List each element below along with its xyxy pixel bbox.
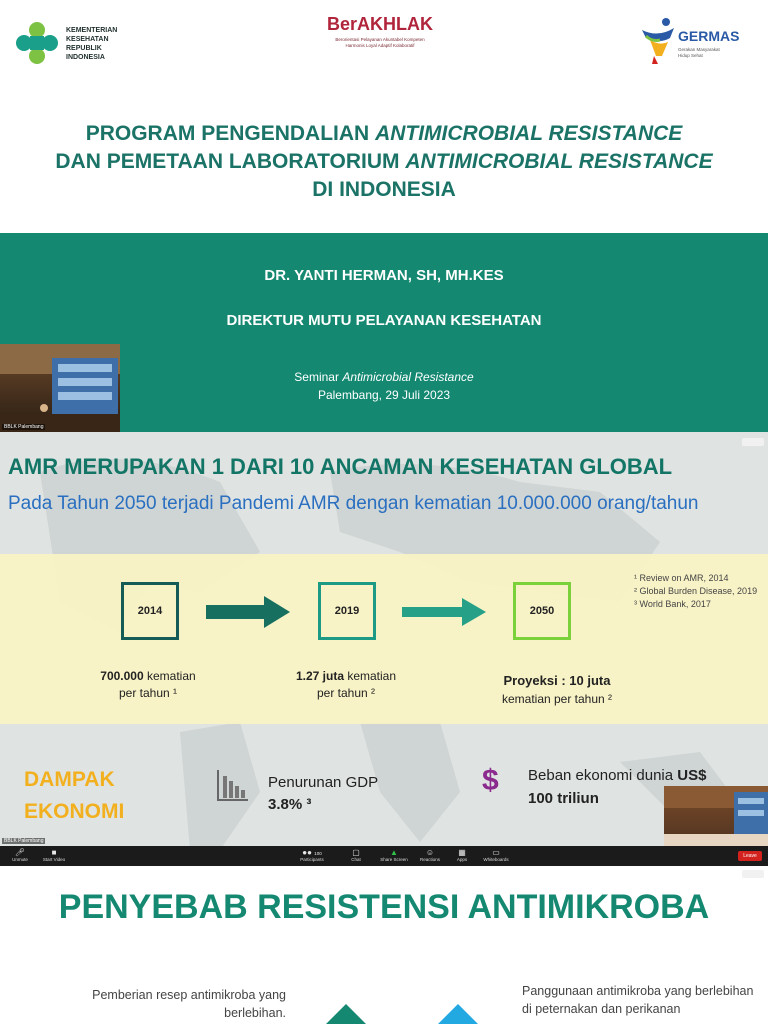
deaths-period: per tahun ² — [316, 686, 376, 700]
slide-amr-threat — [0, 432, 768, 850]
participants-icon: ●● 100 — [302, 848, 322, 857]
participant-video-thumbnail[interactable] — [0, 344, 120, 432]
start-video-label: Start Video — [42, 857, 66, 862]
unmute-label: Unmute — [12, 857, 28, 862]
deaths-2050 — [482, 672, 632, 708]
slide-heading: AMR MERUPAKAN 1 DARI 10 ANCAMAN KESEHATAN GLOBAL — [8, 454, 673, 479]
year-box-2050 — [513, 582, 571, 640]
berakhlak-text: BerAKHLAK — [326, 14, 433, 34]
declining-chart-icon — [216, 768, 250, 802]
deaths-value: 1.27 juta — [295, 669, 344, 683]
gdp-label: Penurunan GDP — [268, 774, 379, 791]
whiteboard-icon: ▭ — [492, 848, 500, 857]
view-options-badge[interactable] — [742, 870, 764, 878]
whiteboards-button[interactable] — [476, 848, 516, 862]
chat-bubble-icon: ▢ — [352, 848, 360, 857]
smiley-icon: ☺ — [425, 848, 435, 857]
germas-subtext: Gerakan Masyarakat Hidup Sehat — [678, 47, 720, 58]
deaths-value: 700.000 — [100, 669, 144, 683]
whiteboards-label: Whiteboards — [483, 857, 509, 862]
slide-title — [0, 0, 768, 432]
deaths-2014 — [88, 668, 208, 702]
berakhlak-logo — [300, 14, 460, 64]
apps-grid-icon: ▦ — [458, 848, 466, 857]
year-label: 2014 — [137, 605, 163, 617]
economy-word: EKONOMI — [24, 800, 125, 823]
references: ¹ Review on AMR, 2014 ² Global Burden Disease, 2019 ³ World Bank, 2017 — [634, 573, 758, 609]
slide-amr-causes — [0, 866, 768, 1024]
leave-button[interactable]: Leave — [738, 851, 762, 861]
start-video-button[interactable] — [34, 848, 74, 862]
gdp-decline — [268, 772, 378, 816]
burden-value: 100 triliun — [528, 790, 599, 807]
title-line1: PROGRAM PENGENDALIAN — [85, 122, 376, 145]
participant-name-label: BBLK Palembang — [4, 424, 44, 430]
germas-logo — [640, 16, 758, 68]
participants-count: 100 — [314, 851, 322, 856]
chat-button[interactable] — [336, 848, 376, 862]
video-camera-icon: ■ — [51, 848, 57, 857]
deaths-unit: kematian — [143, 669, 196, 683]
slide-title-text — [0, 120, 768, 204]
title-line3: DI INDONESIA — [312, 178, 456, 201]
berakhlak-subtext: Berorientasi Pelayanan Akuntabel Kompeten Harmonis Loyal Adaptif Kolaboratif — [335, 37, 425, 48]
share-screen-button[interactable] — [374, 848, 414, 862]
seminar-topic: Antimicrobial Resistance — [342, 370, 474, 384]
apps-label: Apps — [456, 857, 468, 862]
deaths-period: per tahun ¹ — [118, 686, 178, 700]
year-label: 2019 — [334, 605, 360, 617]
seminar-prefix: Seminar — [294, 370, 343, 384]
diamond-shape-icon — [326, 1004, 366, 1024]
microphone-icon: 🎤︎ — [14, 848, 26, 857]
share-screen-icon: ▲ — [390, 848, 398, 857]
germas-text: GERMAS — [678, 28, 740, 44]
title-line1-italic: ANTIMICROBIAL RESISTANCE — [375, 122, 683, 145]
title-line2: DAN PEMETAAN LABORATORIUM — [55, 150, 406, 173]
camera-scene-icon — [664, 786, 768, 850]
title-line2-italic: ANTIMICROBIAL RESISTANCE — [405, 150, 713, 173]
share-screen-label: Share Screen — [380, 857, 408, 862]
projection-value: Proyeksi : 10 juta — [503, 673, 611, 688]
view-options-badge[interactable] — [742, 438, 764, 446]
year-box-2014 — [121, 582, 179, 640]
year-label: 2050 — [529, 605, 555, 617]
seminar-place-date: Palembang, 29 Juli 2023 — [317, 388, 451, 402]
meeting-toolbar — [0, 846, 768, 866]
economic-impact-label — [24, 764, 124, 828]
diamond-shape-icon — [438, 1004, 478, 1024]
deaths-unit: kematian — [344, 669, 397, 683]
gdp-value: 3.8% ³ — [268, 796, 312, 813]
kemenkes-emblem-icon — [12, 18, 62, 68]
participants-label: Participants — [300, 857, 324, 862]
burden-currency: US$ — [677, 767, 707, 784]
deaths-2019 — [276, 668, 416, 702]
kemenkes-logo — [12, 18, 132, 74]
participants-button[interactable] — [292, 848, 332, 862]
cause-livestock: Panggunaan antimikroba yang berlebihan di peternakan dan perikanan — [522, 984, 754, 1016]
presenter-name: DR. YANTI HERMAN, SH, MH.KES — [264, 267, 504, 284]
year-box-2019 — [318, 582, 376, 640]
chat-label: Chat — [351, 857, 361, 862]
projection-period: kematian per tahun ² — [501, 692, 613, 706]
presenter-position: DIREKTUR MUTU PELAYANAN KESEHATAN — [226, 312, 542, 329]
arrow-right-icon — [206, 596, 290, 628]
speaker-video-thumbnail[interactable] — [664, 786, 768, 850]
org-name: KEMENTERIAN KESEHATAN REPUBLIK INDONESIA — [66, 27, 118, 61]
slide-heading: PENYEBAB RESISTENSI ANTIMIKROBA — [58, 888, 710, 926]
cause-prescription: Pemberian resep antimikroba yang berlebihan. — [92, 988, 286, 1020]
germas-figure-icon — [640, 16, 678, 64]
reactions-label: Reactions — [419, 857, 440, 862]
burden-label: Beban ekonomi dunia — [528, 767, 678, 784]
camera-scene-icon — [0, 344, 120, 432]
slide-subheading: Pada Tahun 2050 terjadi Pandemi AMR dengan kematian 10.000.000 orang/tahun — [8, 493, 699, 514]
participant-name-label: BBLK Palembang — [4, 838, 44, 844]
dollar-icon: $ — [482, 764, 499, 797]
arrow-right-icon — [402, 598, 486, 626]
impact-word: DAMPAK — [24, 768, 115, 791]
